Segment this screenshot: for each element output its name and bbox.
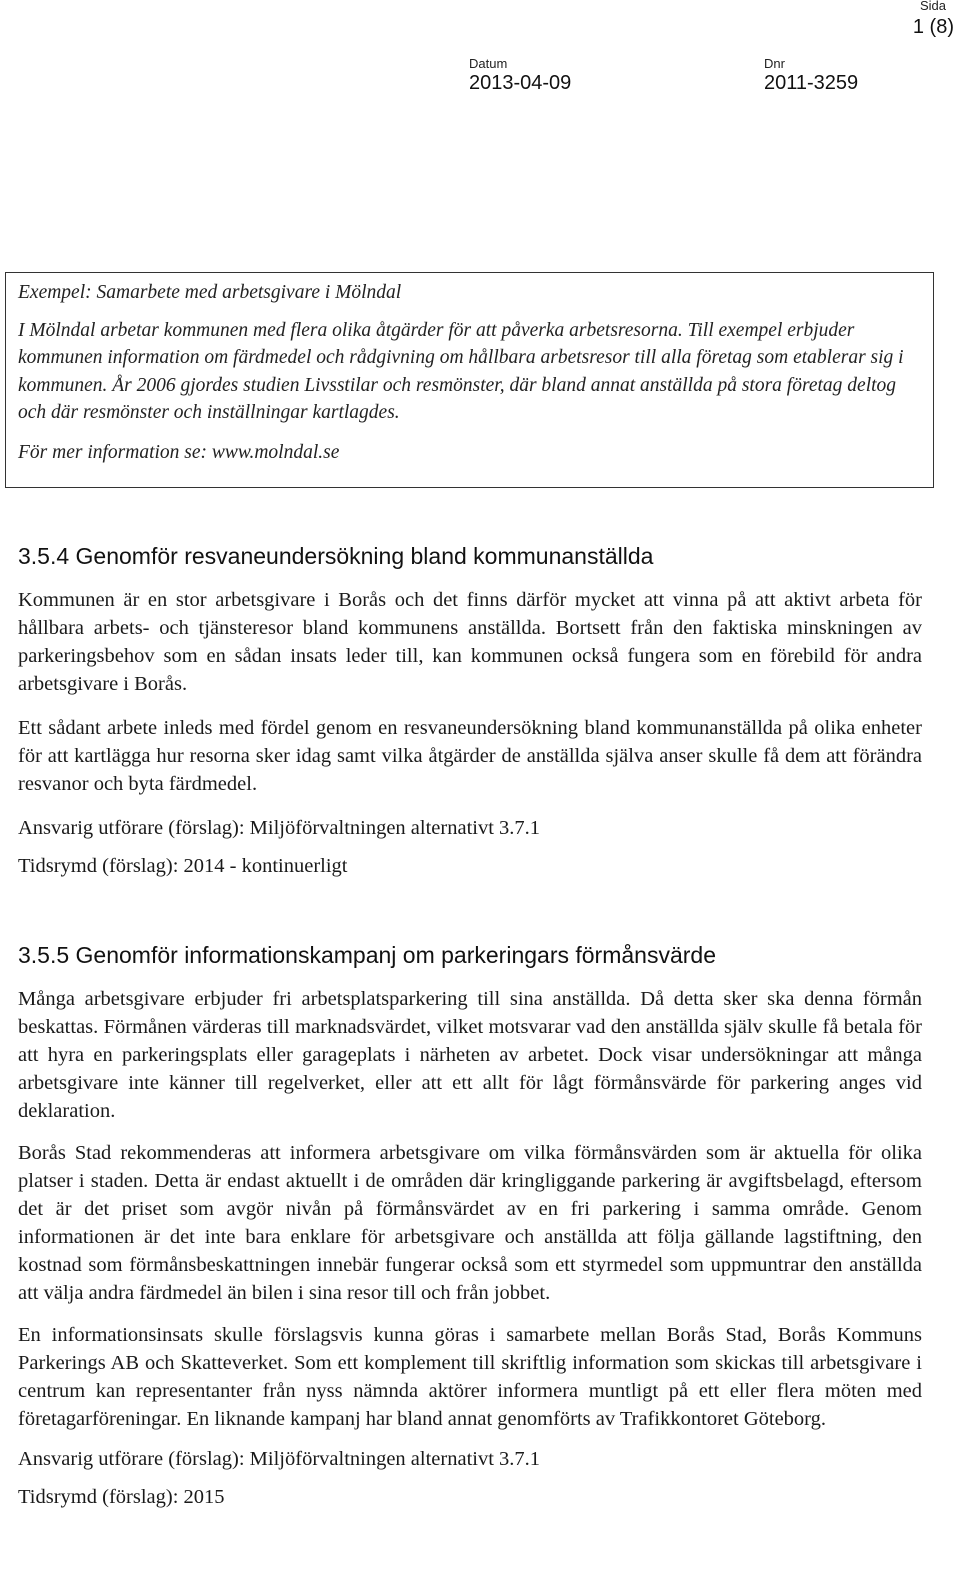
registration-number-label: Dnr: [764, 56, 785, 71]
timeframe-line: Tidsrymd (förslag): 2015: [18, 1486, 225, 1508]
registration-number-field: [764, 56, 858, 95]
example-body: I Mölndal arbetar kommunen med flera olika åtgärder för att påverka arbetsresorna. Till exempel erbjuder kommunen information om färdmedel och rådgivning om hållbara arbetsresor till alla företag som etablerar sig i kommunen. År 2006 gjordes studien Livsstilar och resmönster, där bland annat anställda på stora företag deltog och där resmönster och inställningar kartlagdes.: [18, 319, 904, 423]
registration-number-value: 2011-3259: [764, 72, 859, 94]
paragraph: Kommunen är en stor arbetsgivare i Borås och det finns därför mycket att vinna på att aktivt arbeta för hållbara arbets- och tjänsteresor bland kommunens anställda. Bortsett från den faktiska minskningen av parkeringsbehov som en sådan insats leder till, kan kommunen också fungera som en förebild för andra arbetsgivare i Borås.: [18, 589, 922, 695]
date-field: [469, 56, 571, 95]
date-label: Datum: [469, 56, 508, 71]
responsible-line: Ansvarig utförare (förslag): Miljöförvaltningen alternativt 3.7.1: [18, 1448, 541, 1470]
date-value: 2013-04-09: [469, 72, 572, 94]
page-number: 1 (8): [912, 16, 954, 38]
example-box: [5, 272, 934, 488]
example-more-info: För mer information se: www.molndal.se: [18, 441, 340, 463]
section-3-5-5: [18, 942, 922, 1511]
section-heading: 3.5.4 Genomför resvaneundersökning bland kommunanställda: [18, 543, 654, 569]
paragraph: Borås Stad rekommenderas att informera arbetsgivare om vilka förmånsvärden som är aktuella för olika platser i staden. Detta är endast aktuellt i de områden där kringliggande parkering är avgiftsbelagd, eftersom det är det priset som avgör nivån på förmånsvärdet av en fri parkering i samma område. Genom informationen är det inte bara enklare för arbetsgivare och anställda att följa gällande lagstiftning, den kostnad som förmånsbeskattningen innebär fungerar också som ett styrmedel som uppmuntrar den anställda att välja andra färdmedel än bilen i sina resor till och från jobbet.: [18, 1142, 922, 1304]
paragraph: Många arbetsgivare erbjuder fri arbetsplatsparkering till sina anställda. Då detta sker ska denna förmån beskattas. Förmånen värderas till marknadsvärdet, vilket motsvarar vad den anställda själv skulle få betala för att hyra en parkeringsplats eller garageplats i närheten av arbetet. Dock visar undersökningar att många arbetsgivare inte känner till regelverket, eller att ett allt för lågt förmånsvärde för parkering anges vid deklaration.: [18, 988, 922, 1122]
timeframe-line: Tidsrymd (förslag): 2014 - kontinuerligt: [18, 855, 348, 877]
example-title: Exempel: Samarbete med arbetsgivare i Mölndal: [18, 282, 402, 303]
page-label: Sida: [919, 0, 946, 13]
section-3-5-4: [18, 543, 922, 880]
paragraph: Ett sådant arbete inleds med fördel genom en resvaneundersökning bland kommunanställda på olika enheter för att kartlägga hur resorna sker idag samt vilka åtgärder de anställda själva anser skulle få dem att förändra resvanor och byta färdmedel.: [18, 717, 922, 795]
section-heading: 3.5.5 Genomför informationskampanj om parkeringars förmånsvärde: [18, 942, 716, 968]
responsible-line: Ansvarig utförare (förslag): Miljöförvaltningen alternativt 3.7.1: [18, 817, 541, 839]
paragraph: En informationsinsats skulle förslagsvis kunna göras i samarbete mellan Borås Stad, Borås Kommuns Parkerings AB och Skatteverket. Som ett komplement till skriftlig information som skickas till arbetsgivare i centrum kan representanter från nyss nämnda aktörer informera muntligt på ett eller flera möten med företagarföreningar. En liknande kampanj har bland annat genomförts av Trafikkontoret Göteborg.: [18, 1324, 922, 1430]
